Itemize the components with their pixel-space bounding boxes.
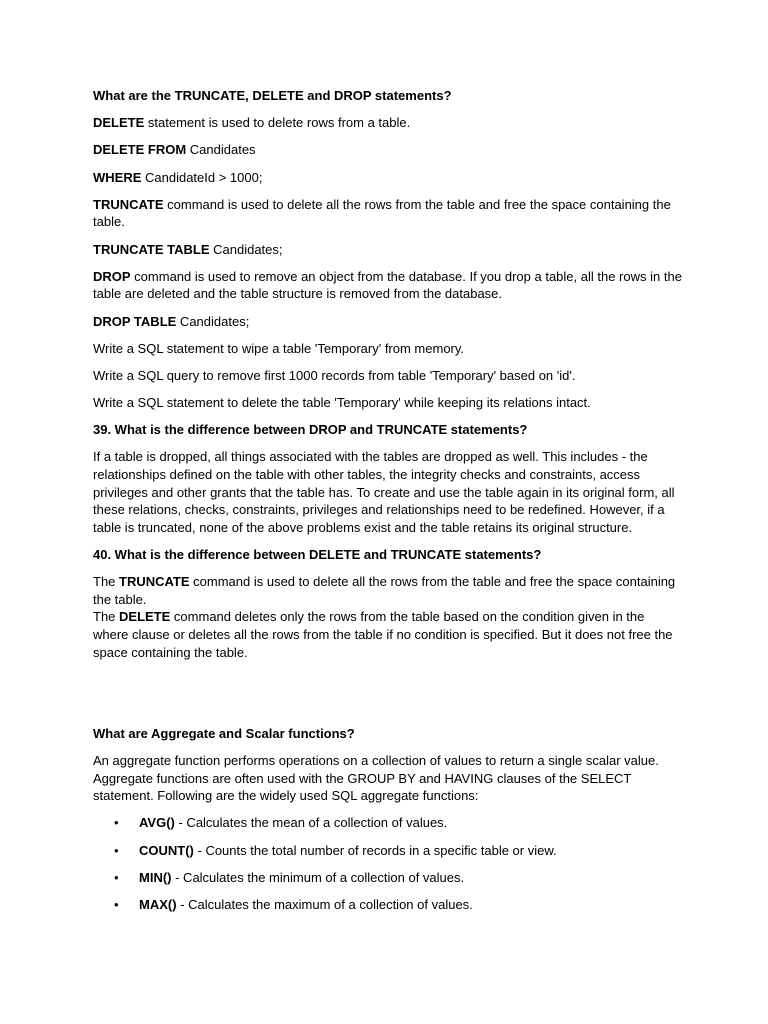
code-text: CandidateId > 1000; <box>141 169 263 185</box>
function-name: AVG() <box>139 815 175 831</box>
section-heading-40 <box>93 546 683 564</box>
function-name: MIN() <box>139 869 172 885</box>
function-desc: - Calculates the minimum of a collection of values. <box>171 869 465 885</box>
code-text: Candidates; <box>209 241 283 257</box>
list-item <box>93 842 683 860</box>
heading-text: 40. What is the difference between DELETE and TRUNCATE statements? <box>93 547 542 562</box>
bullet-icon: • <box>114 842 119 858</box>
keyword: DROP <box>93 268 131 284</box>
paragraph-delete <box>93 114 683 132</box>
keyword: TRUNCATE TABLE <box>93 241 210 257</box>
paragraph-text: statement is used to delete rows from a table. <box>144 115 411 131</box>
keyword: DELETE <box>93 115 145 131</box>
keyword: DELETE FROM <box>93 142 187 158</box>
paragraph-aggregate-intro: An aggregate function performs operations on a collection of values to return a single scalar value. Aggregate functions are often used with the GROUP BY and HAVING clauses of the SELECT statement. Following are the widely used SQL aggregate functions: <box>93 752 659 804</box>
heading-text: What are Aggregate and Scalar functions? <box>93 725 355 741</box>
document-page <box>93 87 683 923</box>
code-line-drop-table <box>93 313 683 331</box>
code-text: Candidates <box>186 142 256 158</box>
paragraph-text: The <box>93 609 120 625</box>
blank-space <box>93 671 683 725</box>
section-heading-aggregate <box>93 725 683 743</box>
list-item <box>93 814 683 832</box>
code-line-truncate-table <box>93 241 683 259</box>
list-item <box>93 869 683 887</box>
question-1: Write a SQL statement to wipe a table 'Temporary' from memory. <box>93 340 465 356</box>
paragraph-text: command is used to remove an object from the database. If you drop a table, all the rows in the table are deleted and the table structure is removed from the database. <box>93 268 682 302</box>
paragraph-39-body: If a table is dropped, all things associated with the tables are dropped as well. This includes - the relationships defined on the table with other tables, the integrity checks and constraints, access privileges and other grants that the table has. To create and use the table again in its original form, all these relations, checks, constraints, privileges and relationships need to be redefined. However, if a table is truncated, none of the above problems exist and the table retains its original structure. <box>93 449 675 535</box>
function-desc: - Calculates the mean of a collection of values. <box>174 815 448 831</box>
paragraph-text: The <box>93 574 120 590</box>
paragraph-text: command is used to delete all the rows from the table and free the space containing the table. <box>93 196 671 230</box>
paragraph-40-body <box>93 573 683 661</box>
section-heading <box>93 87 683 105</box>
keyword: TRUNCATE <box>93 196 164 212</box>
section-heading-39 <box>93 421 683 439</box>
function-desc: - Counts the total number of records in a specific table or view. <box>193 842 557 858</box>
heading-text: What are the TRUNCATE, DELETE and DROP statements? <box>93 88 452 103</box>
code-line-delete-from <box>93 141 683 159</box>
keyword: DROP TABLE <box>93 313 177 329</box>
heading-text: 39. What is the difference between DROP and TRUNCATE statements? <box>93 422 528 438</box>
bullet-icon: • <box>114 815 119 831</box>
function-desc: - Calculates the maximum of a collection of values. <box>176 896 473 912</box>
code-line-where <box>93 169 683 187</box>
function-name: MAX() <box>139 896 177 912</box>
keyword: DELETE <box>119 609 171 625</box>
bullet-icon: • <box>114 896 119 912</box>
paragraph-text: command deletes only the rows from the table based on the condition given in the where clause or deletes all the rows from the table if no condition is specified. But it does not free the space containing the table. <box>93 609 673 660</box>
keyword: TRUNCATE <box>119 574 190 590</box>
paragraph-drop <box>93 268 683 303</box>
keyword: WHERE <box>93 169 142 185</box>
code-text: Candidates; <box>176 313 250 329</box>
question-2: Write a SQL query to remove first 1000 records from table 'Temporary' based on 'id'. <box>93 367 576 383</box>
question-3: Write a SQL statement to delete the table 'Temporary' while keeping its relations intact. <box>93 395 591 411</box>
bullet-icon: • <box>114 869 119 885</box>
paragraph-truncate <box>93 196 683 231</box>
paragraph-text: command is used to delete all the rows from the table and free the space containing the table. <box>93 574 676 607</box>
function-name: COUNT() <box>139 842 194 858</box>
list-item <box>93 896 683 914</box>
aggregate-function-list <box>93 814 683 913</box>
